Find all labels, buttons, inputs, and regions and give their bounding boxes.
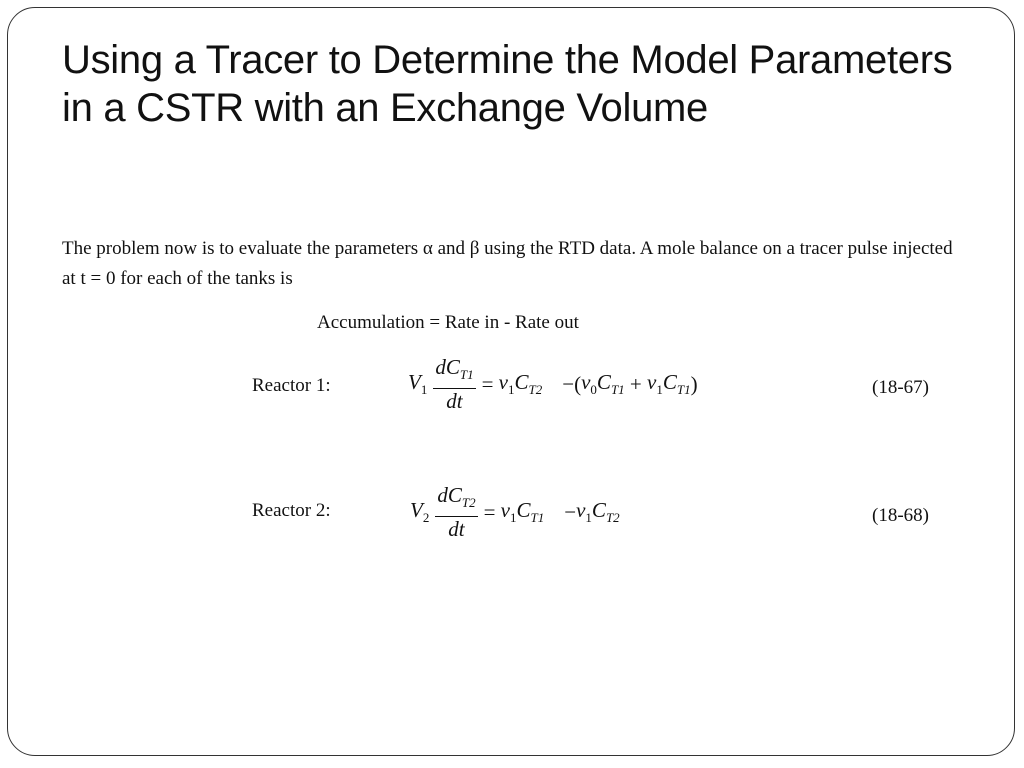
slide-title: Using a Tracer to Determine the Model Parameters in a CSTR with an Exchange Volume [62, 38, 953, 130]
equation-reactor-2: $V_2$ $\frac{dC_{T2}}{dt}$ = $v_1C_{T1}$ − $v_1C_{T2}$ [410, 483, 620, 541]
reactor-1-label: Reactor 1: [252, 375, 331, 396]
equation-number-18-67: (18-67) [872, 377, 929, 398]
mole-balance-statement: Accumulation = Rate in - Rate out [317, 312, 579, 333]
equation-number-18-68: (18-68) [872, 505, 929, 526]
derivative-fraction: $\frac{dC_{T2}}{dt}$ [437, 483, 476, 541]
equation-reactor-1: $V_1$ $\frac{dC_{T1}}{dt}$ = $v_1C_{T2}$ −( $v_0C_{T1}$ + $v_1C_{T1}$ ) [408, 355, 698, 413]
intro-paragraph: The problem now is to evaluate the parameters α and β using the RTD data. A mole balance on a tracer pulse injected at t = 0 for each of the tanks is [62, 238, 953, 289]
derivative-fraction: $\frac{dC_{T1}}{dt}$ [435, 355, 474, 413]
reactor-2-label: Reactor 2: [252, 500, 331, 521]
